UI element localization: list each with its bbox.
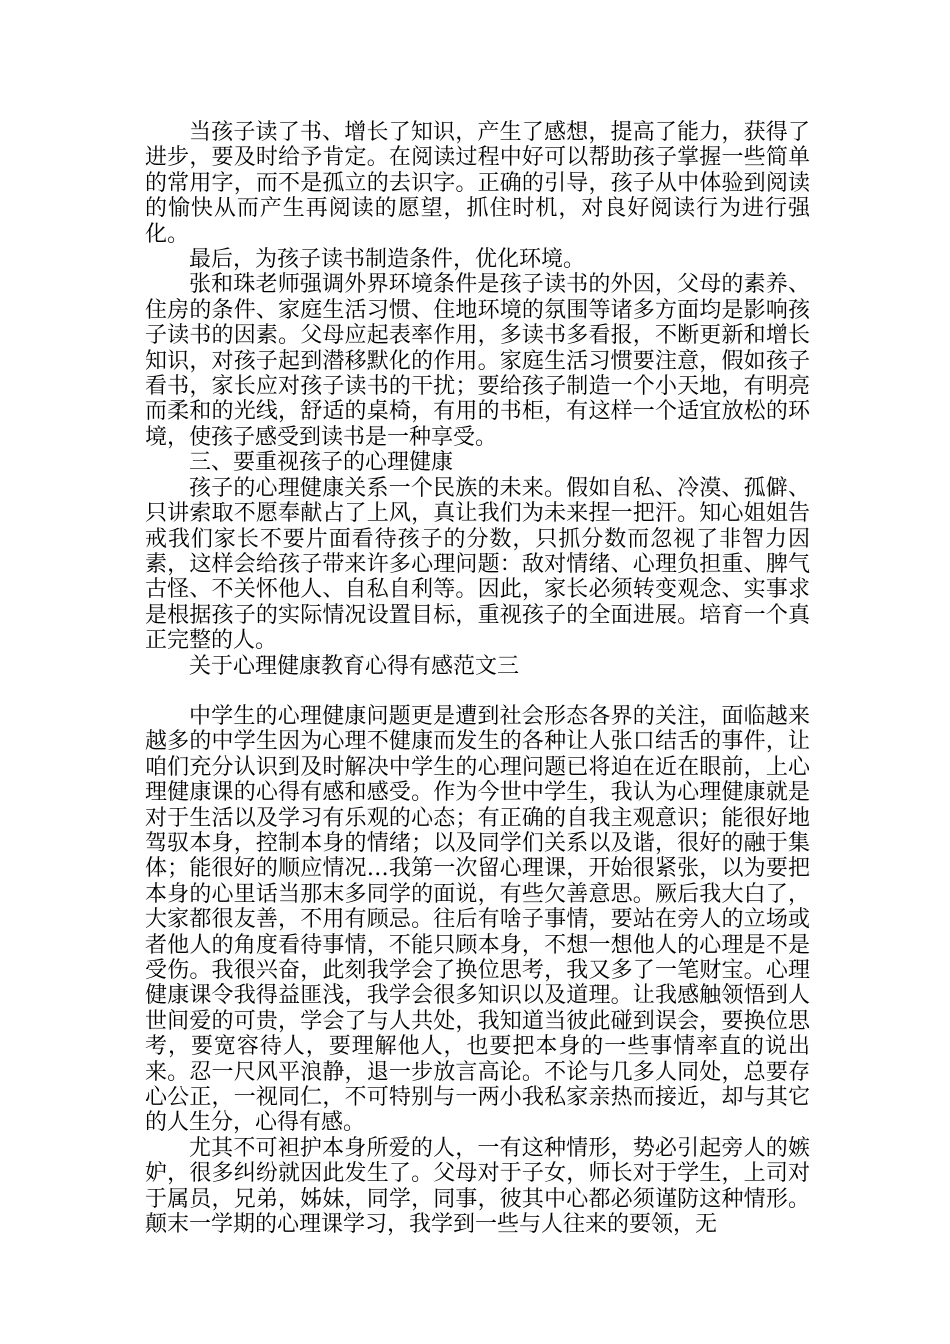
paragraph-environment: 张和珠老师强调外界环境条件是孩子读书的外因，父母的素养、住房的条件、家庭生活习惯、住地环境的氛围等诸多方面均是影响孩子读书的因素。父母应起表率作用，多读书多看报，不断更新和增长知识，对孩子起到潜移默化的作用。家庭生活习惯要注意，假如孩子看书，家长应对孩子读书的干扰；要给孩子制造一个小天地，有明亮而柔和的光线，舒适的桌椅，有用的书柜，有这样一个适宜放松的环境，使孩子感受到读书是一种享受。 [145, 272, 810, 450]
document-body [145, 120, 810, 1237]
section-heading-mental-health: 三、要重视孩子的心理健康 [189, 450, 454, 476]
paragraph-mental-health: 孩子的心理健康关系一个民族的未来。假如自私、冷漠、孤僻、只讲索取不愿奉献占了上风，真让我们为未来捏一把汗。知心姐姐告戒我们家长不要片面看待孩子的分数，只抓分数而忽视了非智力因素，这样会给孩子带来许多心理问题：敌对情绪、心理负担重、脾气古怪、不关怀他人、自私自利等。因此，家长必须转变观念、实事求是根据孩子的实际情况设置目标，重视孩子的全面进展。培育一个真正完整的人。 [145, 475, 810, 654]
article-title-three: 关于心理健康教育心得有感范文三 [189, 653, 520, 679]
paragraph-praise-progress: 当孩子读了书、增长了知识，产生了感想，提高了能力，获得了进步，要及时给予肯定。在阅读过程中好可以帮助孩子掌握一些简单的常用字，而不是孤立的去识字。正确的引导，孩子从中体验到阅读的愉快从而产生再阅读的愿望，抓住时机，对良好阅读行为进行强化。 [145, 120, 810, 247]
paragraph-no-favoritism: 尤其不可袒护本身所爱的人，一有这种情形，势必引起旁人的嫉妒，很多纠纷就因此发生了。父母对于子女，师长对于学生，上司对于属员，兄弟，姊妹，同学，同事，彼其中心都必须谨防这种情形。颠末一学期的心理课学习，我学到一些与人往来的要领，无 [145, 1135, 810, 1238]
paragraph-middle-school: 中学生的心理健康问题更是遭到社会形态各界的关注，面临越来越多的中学生因为心理不健康而发生的各种让人张口结舌的事件，让咱们充分认识到及时解决中学生的心理问题已将迫在近在眼前，上心理健康课的心得有感和感受。作为今世中学生，我认为心理健康就是对于生活以及学习有乐观的心态；有正确的自我主观意识；能很好地驾驭本身，控制本身的情绪；以及同学们关系以及谐，很好的融于集体；能很好的顺应情况…我第一次留心理课，开始很紧张，以为要把本身的心里话当那末多同学的面说，有些欠善意思。厥后我大白了，大家都很友善，不用有顾忌。往后有啥子事情，要站在旁人的立场或者他人的角度看待事情，不能只顾本身，不想一想他人的心理是不是受伤。我很兴奋，此刻我学会了换位思考，我又多了一笔财宝。心理健康课令我得益匪浅，我学会很多知识以及道理。让我感触领悟到人世间爱的可贵，学会了与人共处，我知道当彼此碰到误会，要换位思考，要宽容待人，要理解他人，也要把本身的一些事情率直的说出来。忍一尺风平浪静，退一步放言高论。不论与几多人同处，总要存心公正，一视同仁，不可特别与一两小我私家亲热而接近，却与其它的人生分，心得有感。 [145, 703, 810, 1136]
paragraph-create-conditions: 最后，为孩子读书制造条件，优化环境。 [189, 247, 586, 273]
